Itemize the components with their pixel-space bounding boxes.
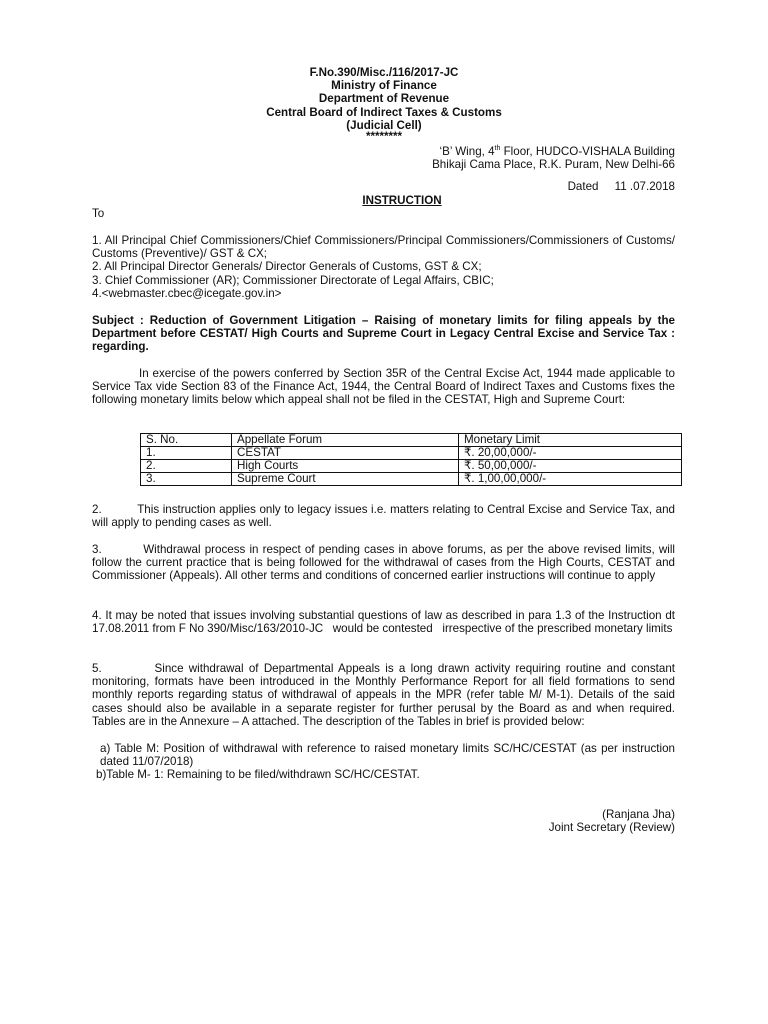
recipient-3: 3. Chief Commissioner (AR); Commissioner Directorate of Legal Affairs, CBIC; bbox=[92, 273, 494, 287]
instruction-title: INSTRUCTION bbox=[362, 194, 442, 207]
cell-limit: ₹. 50,00,000/- bbox=[459, 460, 682, 473]
cell-limit: ₹. 1,00,00,000/- bbox=[459, 473, 682, 486]
table-m-description: a) Table M: Position of withdrawal with reference to raised monetary limits SC/HC/CESTAT (as per instruction dated 11/07/2018) bbox=[100, 742, 675, 769]
to-label: To bbox=[92, 207, 105, 220]
date-line: Dated 11 .07.2018 bbox=[567, 180, 675, 193]
recipient-list bbox=[92, 234, 675, 300]
header-limit: Monetary Limit bbox=[459, 434, 682, 447]
header-sno: S. No. bbox=[141, 434, 232, 447]
signatory-designation: Joint Secretary (Review) bbox=[548, 821, 675, 835]
paragraph-5: 5. Since withdrawal of Departmental Appeals is a long drawn activity requiring routine and constant monitoring, formats have been introduced in the Monthly Performance Report for all field formations to send monthly reports regarding status of withdrawal of appeals in the MPR (refer table M/ M-1). Details of the said cases should also be available in a separate register for further perusal by the Board as and when required. Tables are in the Annexure – A attached. The description of the Tables in brief is provided below: bbox=[92, 662, 679, 728]
file-number: F.No.390/Misc./116/2017-JC bbox=[309, 66, 459, 79]
monetary-limits-table bbox=[140, 433, 682, 486]
table-header-row bbox=[141, 434, 682, 447]
paragraph-2: 2. This instruction applies only to legacy issues i.e. matters relating to Central Excise and Service Tax, and will apply to pending cases as well. bbox=[92, 503, 679, 530]
ministry: Ministry of Finance bbox=[331, 79, 437, 93]
cell-forum: CESTAT bbox=[232, 447, 459, 460]
paragraph-4: 4. It may be noted that issues involving substantial questions of law as described in para 1.3 of the Instruction dt 17.08.2011 from F No 390/Misc/163/2010-JC would be contested irrespective of the prescribed monetary limits bbox=[92, 609, 679, 636]
table-m1-description: b)Table M- 1: Remaining to be filed/withdrawn SC/HC/CESTAT. bbox=[96, 768, 420, 781]
stars-divider: ******** bbox=[365, 130, 403, 144]
office-address bbox=[432, 145, 675, 171]
recipient-1: 1. All Principal Chief Commissioners/Chief Commissioners/Principal Commissioners/Commissioners of Customs/ Customs (Preventive)/ GST & CX; bbox=[92, 234, 675, 261]
cell: (Judicial Cell) bbox=[346, 118, 422, 132]
table-row bbox=[141, 473, 682, 486]
cell-forum: Supreme Court bbox=[232, 473, 459, 486]
board: Central Board of Indirect Taxes & Customs bbox=[266, 105, 502, 119]
cell-sno: 1. bbox=[141, 447, 232, 460]
cell-forum: High Courts bbox=[232, 460, 459, 473]
recipient-2: 2. All Principal Director Generals/ Director Generals of Customs, GST & CX; bbox=[92, 260, 482, 274]
address-line-2: Bhikaji Cama Place, R.K. Puram, New Delhi-66 bbox=[432, 158, 675, 172]
paragraph-3: 3. Withdrawal process in respect of pending cases in above forums, as per the above revised limits, will follow the current practice that is being followed for the withdrawal of cases from the High Courts, CESTAT and Commissioner (Appeals). All other terms and conditions of concerned earlier instructions will continue to apply bbox=[92, 543, 679, 583]
cell-limit: ₹. 20,00,000/- bbox=[459, 447, 682, 460]
signatory-name: (Ranjana Jha) bbox=[602, 808, 675, 821]
subject: Subject : Reduction of Government Litigation – Raising of monetary limits for filing appeals by the Department before CESTAT/ High Courts and Supreme Court in Legacy Central Excise and Service Tax : regarding. bbox=[92, 314, 675, 354]
signature-block bbox=[549, 808, 675, 834]
address-line-1: ‘B’ Wing, 4th Floor, HUDCO-VISHALA Building bbox=[439, 145, 675, 158]
paragraph-intro: In exercise of the powers conferred by Section 35R of the Central Excise Act, 1944 made applicable to Service Tax vide Section 83 of the Finance Act, 1944, the Central Board of Indirect Taxes and Customs fixes the following monetary limits below which appeal shall not be filed in the CESTAT, High and Supreme Court: bbox=[92, 367, 675, 407]
department: Department of Revenue bbox=[318, 92, 450, 106]
table-row bbox=[141, 460, 682, 473]
cell-sno: 2. bbox=[141, 460, 232, 473]
table-row bbox=[141, 447, 682, 460]
cell-sno: 3. bbox=[141, 473, 232, 486]
recipient-4: 4.<webmaster.cbec@icegate.gov.in> bbox=[92, 286, 282, 300]
header-forum: Appellate Forum bbox=[232, 434, 459, 447]
letterhead bbox=[0, 66, 768, 144]
